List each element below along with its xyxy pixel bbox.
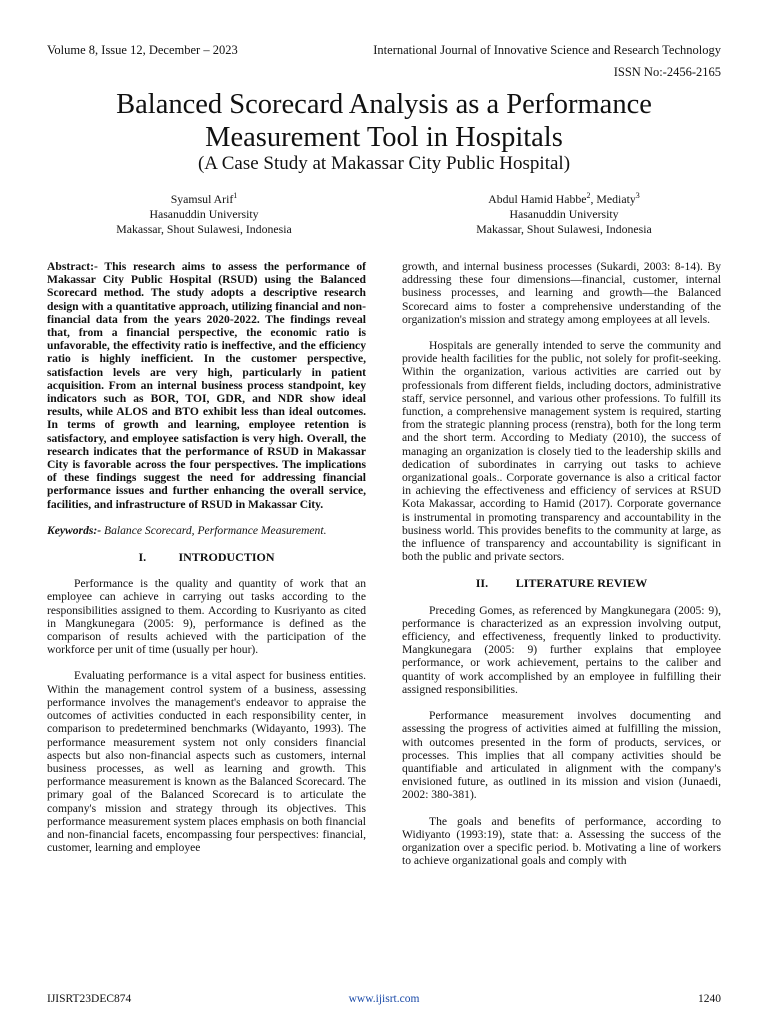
section-heading-literature-review: II. LITERATURE REVIEW [475,576,648,591]
left-column [47,260,366,854]
journal-name: International Journal of Innovative Science and Research Technology [373,43,721,57]
paragraph: Performance is the quality and quantity of work that an employee can achieve in carrying out tasks according to the responsibilities assigned to them. According to Kusriyanto as cited in Mangkunegara (2005: 9), performance is defined as the comparison of results achieved with the participation of the workforce per unit of time (usually per hour). [47,577,366,657]
keywords-text: Balance Scorecard, Performance Measurement. [101,523,327,537]
paper-title-line-1: Balanced Scorecard Analysis as a Performance [116,89,652,120]
footer-website-link[interactable]: www.ijisrt.com [348,993,420,1005]
author-name: Syamsul Arif$^1$ [170,191,238,206]
paragraph: Performance measurement involves documenting and assessing the progress of activities aimed at fulfilling the mission, with outcomes presented in the form of products, services, or processes. This implies that all company activities should be quantifiable and articulated in alignment with the company's envisioned future, as outlined in its mission and vision (Junaedi, 2002: 380-381). [402,709,721,802]
author-affiliation: Hasanuddin University [509,207,619,222]
author-location: Makassar, Shout Sulawesi, Indonesia [476,222,652,237]
paper-subtitle: (A Case Study at Makassar City Public Hospital) [197,153,571,174]
keywords [47,524,366,537]
paragraph: Preceding Gomes, as referenced by Mangkunegara (2005: 9), performance is characterized as an expression involving output, efficiency, and effectiveness, frequently linked to productivity. Mangkunegara (2005: 9) further explains that employee performance, or work achievement, pertains to the caliber and quantity of work accomplished by an employee in fulfilling their assigned responsibilities. [402,603,721,696]
journal-volume: Volume 8, Issue 12, December – 2023 [47,43,238,57]
author-block-1 [88,192,320,238]
paragraph: The goals and benefits of performance, according to Widiyanto (1993:19), state that: a. Assessing the success of the organization over a specific period. b. Motivating a line of workers to achieve organizational goals and comply with [402,814,721,868]
keywords-label: Keywords:- [47,523,102,537]
paragraph: Evaluating performance is a vital aspect for business entities. Within the management control system of a business, assessing performance involves the management's endeavor to appraise the outcomes of activities conducted in each responsibility center, in comparison to predetermined benchmarks (Widayanto, 1993). The performance measurement system not only considers financial aspects but also non-financial aspects such as customers, internal business processes, as well as learning and growth. This performance measurement is known as the Balanced Scorecard. The primary goal of the Balanced Scorecard is to articulate the company's mission and strategy through its objectives. This performance measurement system places emphasis on both financial and non-financial facets, encompassing four perspectives: financial, customer, learning and employee [47,669,366,855]
section-heading-introduction: I. INTRODUCTION [138,550,275,565]
footer-paper-code: IJISRT23DEC874 [47,993,132,1005]
paragraph: growth, and internal business processes (Sukardi, 2003: 8-14). By addressing these four dimensions—financial, customer, internal business processes, and learning and growth—the Balanced Scorecard aims to foster a comprehensive understanding of the organization's mission and strategy among employees at all levels. [402,260,721,326]
footer-page-number: 1240 [698,993,721,1005]
author-name: Abdul Hamid Habbe$^2$, Mediaty$^3$ [488,191,640,206]
paper-title [0,88,768,154]
author-location: Makassar, Shout Sulawesi, Indonesia [116,222,292,237]
journal-issn: ISSN No:-2456-2165 [613,65,721,79]
author-affiliation: Hasanuddin University [149,207,259,222]
author-block-2 [446,192,682,238]
paragraph: Hospitals are generally intended to serve the community and provide health facilities for the public, not solely for profit-seeking. Within the organization, various activities are carried out by professionals from different fields, including doctors, administrative staff, service personnel, and various other professions. To fulfill its function, a comprehensive management system is required, starting from the strategic planning process (renstra), both for the long term and the short term. According to Mediaty (2010), the success of managing an organization is closely tied to the leadership skills and dedication of subordinates in carrying out tasks to achieve organizational goals.. Corporate governance is also a critical factor in achieving the effectiveness and efficiency of services at RSUD Kota Makassar, according to Hamid (2017). Corporate governance is instrumental in promoting transparency and accountability in the business world. This provides benefits to the community at large, as the influence of transparency and accountability is significant in both the public and private sectors. [402,339,721,564]
abstract: Abstract:- This research aims to assess the performance of Makassar City Public Hospital (RSUD) using the Balanced Scorecard method. The study adopts a descriptive research design with a quantitative approach, utilizing financial and non-financial data from the years 2020-2022. The findings reveal that, from a financial perspective, the economic ratio is unfavorable, the effectivity ratio is ineffective, and the efficiency ratio is highly inefficient. In the customer perspective, satisfaction levels are very high, particularly in patient acquisition. From an internal business process standpoint, key indicators such as BOR, TOI, GDR, and NDR show ideal results, while ALOS and BTO exhibit less than ideal outcomes. In terms of growth and learning, employee retention is satisfactory, and employee satisfaction is very high. Overall, the research indicates that the performance of RSUD in Makassar City is favorable across the four perspectives. The implications of these findings suggest the need for addressing financial performance issues and further enhancing the overall service, facilities, and infrastructure of RSUD in Makassar City. [47,260,366,511]
paper-title-line-2: Measurement Tool in Hospitals [205,122,563,153]
right-column [402,260,721,867]
